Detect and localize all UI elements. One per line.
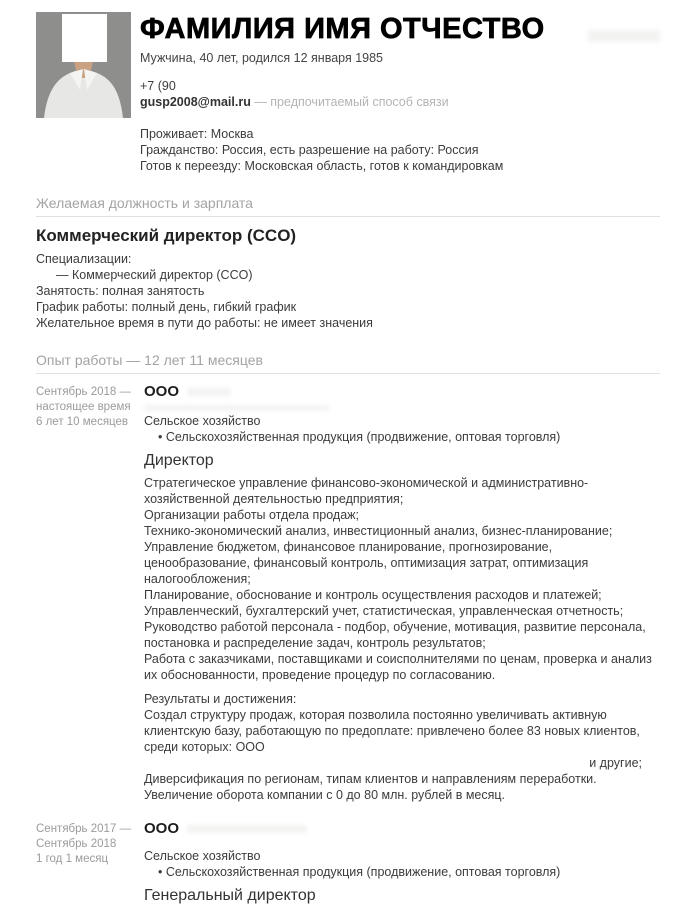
experience-section: [36, 351, 660, 906]
industry-detail: • Сельскохозяйственная продукция (продвижение, оптовая торговля): [158, 865, 561, 879]
achievement-line: Диверсификация по регионам, типам клиентов и направлениям переработки.: [144, 772, 597, 786]
period-line: Сентябрь 2017 —: [36, 823, 131, 835]
relocation: Готов к переезду: Московская область, готов к командировкам: [140, 159, 504, 173]
job-achievements: [144, 691, 660, 803]
duty-line: Управленческий, бухгалтерский учет, статистическая, управленческая отчетность;: [144, 604, 624, 618]
experience-entry: [36, 819, 660, 906]
duty-line: Управление бюджетом, финансовое планирование, прогнозирование, ценообразование, финансовый контроль, оптимизация затрат, оптимизация налогообложения;: [144, 540, 589, 586]
duration: 6 лет 10 месяцев: [36, 416, 129, 428]
candidate-photo: [36, 12, 131, 118]
redacted-smudge: [187, 825, 307, 833]
achievements-label: Результаты и достижения:: [144, 692, 297, 706]
company-name: ООО: [144, 382, 660, 401]
redacted-smudge: [187, 388, 231, 396]
duration: 1 год 1 месяц: [36, 853, 109, 865]
achievement-line: Создал структуру продаж, которая позволила постоянно увеличивать активную клиентскую базу, работающую по предоплате: привлечено более 83 новых клиентов, среди которых: ООО: [144, 708, 640, 754]
job-title: Директор: [144, 452, 214, 469]
phone-number: +7 (90: [140, 79, 176, 93]
duty-line: Организации работы отдела продаж;: [144, 508, 360, 522]
company-industry: Сельское хозяйство: [144, 414, 261, 428]
personal-info: Мужчина, 40 лет, родился 12 января 1985: [140, 51, 384, 65]
section-title-desired-position: Желаемая должность и зарплата: [36, 194, 660, 217]
achievement-line: Увеличение оборота компании с 0 до 80 млн. рублей в месяц.: [144, 788, 506, 802]
experience-dates: [36, 382, 144, 803]
citizenship: Гражданство: Россия, есть разрешение на работу: Россия: [140, 143, 479, 157]
specialization-item: — Коммерческий директор (CCO): [56, 268, 253, 282]
experience-entry: [36, 382, 660, 803]
section-title-experience: Опыт работы — 12 лет 11 месяцев: [36, 351, 660, 374]
period-line: Сентябрь 2018 —: [36, 386, 131, 398]
job-title: Генеральный директор: [144, 887, 316, 904]
industry-detail: • Сельскохозяйственная продукция (продвижение, оптовая торговля): [158, 430, 561, 444]
candidate-name: ФАМИЛИЯ ИМЯ ОТЧЕСТВО: [140, 13, 545, 45]
company-industry: Сельское хозяйство: [144, 849, 261, 863]
email-note: — предпочитаемый способ связи: [250, 95, 449, 109]
employment-line: Занятость: полная занятость: [36, 284, 205, 298]
commute-line: Желательное время в пути до работы: не имеет значения: [36, 316, 373, 330]
duty-line: Технико-экономический анализ, инвестиционный анализ, бизнес-планирование;: [144, 524, 613, 538]
photo-placeholder-graphic: [36, 12, 131, 118]
email-address: gusp2008@mail.ru: [140, 95, 251, 109]
redacted-smudge: [588, 30, 660, 42]
duty-line: Руководство работой персонала - подбор, обучение, мотивация, развитие персонала, постановка и распределение задач, контроль результатов;: [144, 620, 646, 650]
email-line: [140, 94, 660, 110]
achievement-line: и другие;: [589, 756, 642, 770]
location-block: [140, 126, 660, 174]
period-line: настоящее время: [36, 401, 131, 413]
period-line: Сентябрь 2018: [36, 838, 117, 850]
job-duties: [144, 475, 660, 683]
desired-position-title: Коммерческий директор (CCO): [36, 226, 297, 245]
redacted-smudge: [144, 405, 329, 411]
residence: Проживает: Москва: [140, 127, 254, 141]
duty-line: Стратегическое управление финансово-экономической и административно-хозяйственной деятельностью предприятия;: [144, 476, 589, 506]
experience-details: [144, 819, 660, 906]
schedule-line: График работы: полный день, гибкий график: [36, 300, 297, 314]
desired-position-section: [36, 194, 660, 331]
experience-dates: [36, 819, 144, 906]
experience-details: [144, 382, 660, 803]
specializations-label: Специализации:: [36, 252, 132, 266]
duty-line: Планирование, обоснование и контроль осуществления расходов и платежей;: [144, 588, 602, 602]
resume-header: [36, 12, 660, 174]
duty-line: Работа с заказчиками, поставщиками и соисполнителями по ценам, проверка и анализ их обоснованности, проведение процедур по согласованию.: [144, 652, 652, 682]
company-name: ООО: [144, 819, 660, 838]
